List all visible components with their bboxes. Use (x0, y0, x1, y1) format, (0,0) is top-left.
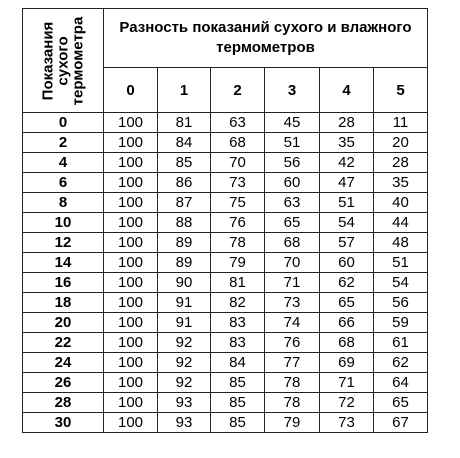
humidity-value-cell: 85 (211, 373, 265, 393)
humidity-value-cell: 86 (158, 173, 211, 193)
humidity-value-cell: 78 (265, 373, 320, 393)
dry-temperature-cell: 18 (23, 293, 104, 313)
humidity-value-cell: 71 (320, 373, 374, 393)
humidity-value-cell: 83 (211, 313, 265, 333)
difference-header-cell: 0 (104, 68, 158, 113)
humidity-value-cell: 84 (158, 133, 211, 153)
humidity-value-cell: 77 (265, 353, 320, 373)
humidity-value-cell: 68 (320, 333, 374, 353)
humidity-value-cell: 73 (265, 293, 320, 313)
table-row (23, 193, 428, 213)
humidity-value-cell: 56 (265, 153, 320, 173)
humidity-value-cell: 88 (158, 213, 211, 233)
table-row (23, 173, 428, 193)
row-header-line: сухого (54, 35, 72, 86)
humidity-value-cell: 65 (374, 393, 428, 413)
humidity-value-cell: 100 (104, 373, 158, 393)
humidity-value-cell: 100 (104, 333, 158, 353)
humidity-value-cell: 92 (158, 373, 211, 393)
humidity-value-cell: 100 (104, 353, 158, 373)
dry-temperature-cell: 16 (23, 273, 104, 293)
humidity-value-cell: 100 (104, 393, 158, 413)
table-row (23, 213, 428, 233)
humidity-value-cell: 76 (211, 213, 265, 233)
column-group-header-line: Разность показаний сухого и влажного (119, 19, 412, 36)
humidity-value-cell: 54 (320, 213, 374, 233)
dry-temperature-cell: 12 (23, 233, 104, 253)
table-row (23, 313, 428, 333)
table-row (23, 113, 428, 133)
dry-temperature-cell: 30 (23, 413, 104, 433)
humidity-value-cell: 100 (104, 293, 158, 313)
table-header (23, 9, 428, 113)
humidity-value-cell: 20 (374, 133, 428, 153)
humidity-value-cell: 91 (158, 313, 211, 333)
humidity-value-cell: 28 (374, 153, 428, 173)
humidity-value-cell: 65 (265, 213, 320, 233)
humidity-value-cell: 78 (265, 393, 320, 413)
humidity-value-cell: 70 (211, 153, 265, 173)
humidity-value-cell: 42 (320, 153, 374, 173)
row-header-line: Показания (39, 21, 57, 100)
table-row (23, 153, 428, 173)
humidity-value-cell: 57 (320, 233, 374, 253)
dry-temperature-cell: 20 (23, 313, 104, 333)
humidity-value-cell: 87 (158, 193, 211, 213)
table-row (23, 273, 428, 293)
difference-header-cell: 4 (320, 68, 374, 113)
humidity-value-cell: 11 (374, 113, 428, 133)
table-body (23, 113, 428, 433)
humidity-value-cell: 51 (374, 253, 428, 273)
humidity-value-cell: 60 (265, 173, 320, 193)
humidity-value-cell: 64 (374, 373, 428, 393)
humidity-value-cell: 100 (104, 173, 158, 193)
humidity-value-cell: 48 (374, 233, 428, 253)
humidity-value-cell: 85 (158, 153, 211, 173)
humidity-value-cell: 40 (374, 193, 428, 213)
humidity-value-cell: 75 (211, 193, 265, 213)
humidity-value-cell: 85 (211, 393, 265, 413)
dry-temperature-cell: 22 (23, 333, 104, 353)
dry-temperature-cell: 6 (23, 173, 104, 193)
humidity-value-cell: 100 (104, 113, 158, 133)
humidity-value-cell: 73 (211, 173, 265, 193)
humidity-value-cell: 100 (104, 253, 158, 273)
humidity-value-cell: 83 (211, 333, 265, 353)
row-header-line: термометра (69, 16, 87, 105)
row-header-text (41, 11, 86, 111)
column-group-header-difference (104, 9, 428, 68)
humidity-value-cell: 82 (211, 293, 265, 313)
humidity-value-cell: 61 (374, 333, 428, 353)
humidity-value-cell: 62 (320, 273, 374, 293)
dry-temperature-cell: 10 (23, 213, 104, 233)
humidity-value-cell: 59 (374, 313, 428, 333)
humidity-value-cell: 79 (265, 413, 320, 433)
dry-temperature-cell: 24 (23, 353, 104, 373)
column-group-header-line: термометров (216, 39, 315, 56)
psychrometric-table (22, 8, 428, 433)
humidity-value-cell: 100 (104, 313, 158, 333)
dry-temperature-cell: 26 (23, 373, 104, 393)
humidity-value-cell: 51 (320, 193, 374, 213)
humidity-value-cell: 81 (211, 273, 265, 293)
dry-temperature-cell: 4 (23, 153, 104, 173)
humidity-value-cell: 65 (320, 293, 374, 313)
difference-header-cell: 1 (158, 68, 211, 113)
humidity-value-cell: 63 (265, 193, 320, 213)
humidity-value-cell: 44 (374, 213, 428, 233)
humidity-value-cell: 76 (265, 333, 320, 353)
difference-header-cell: 5 (374, 68, 428, 113)
humidity-value-cell: 93 (158, 393, 211, 413)
humidity-value-cell: 63 (211, 113, 265, 133)
table-row (23, 353, 428, 373)
dry-temperature-cell: 2 (23, 133, 104, 153)
dry-temperature-cell: 0 (23, 113, 104, 133)
humidity-value-cell: 100 (104, 273, 158, 293)
humidity-value-cell: 62 (374, 353, 428, 373)
humidity-value-cell: 100 (104, 233, 158, 253)
humidity-value-cell: 72 (320, 393, 374, 413)
humidity-value-cell: 35 (374, 173, 428, 193)
dry-temperature-cell: 28 (23, 393, 104, 413)
humidity-value-cell: 78 (211, 233, 265, 253)
difference-header-cell: 2 (211, 68, 265, 113)
humidity-value-cell: 85 (211, 413, 265, 433)
humidity-value-cell: 68 (265, 233, 320, 253)
humidity-value-cell: 100 (104, 153, 158, 173)
humidity-value-cell: 56 (374, 293, 428, 313)
humidity-value-cell: 69 (320, 353, 374, 373)
table-row (23, 293, 428, 313)
humidity-value-cell: 45 (265, 113, 320, 133)
table-row (23, 333, 428, 353)
humidity-value-cell: 73 (320, 413, 374, 433)
table-row (23, 133, 428, 153)
humidity-value-cell: 47 (320, 173, 374, 193)
humidity-value-cell: 92 (158, 333, 211, 353)
humidity-value-cell: 89 (158, 253, 211, 273)
humidity-value-cell: 51 (265, 133, 320, 153)
humidity-value-cell: 100 (104, 213, 158, 233)
humidity-value-cell: 93 (158, 413, 211, 433)
table-row (23, 233, 428, 253)
humidity-value-cell: 84 (211, 353, 265, 373)
difference-header-cell: 3 (265, 68, 320, 113)
humidity-value-cell: 100 (104, 133, 158, 153)
table-row (23, 413, 428, 433)
dry-temperature-cell: 14 (23, 253, 104, 273)
humidity-value-cell: 28 (320, 113, 374, 133)
humidity-value-cell: 90 (158, 273, 211, 293)
humidity-value-cell: 35 (320, 133, 374, 153)
humidity-value-cell: 60 (320, 253, 374, 273)
humidity-value-cell: 81 (158, 113, 211, 133)
row-header-dry-thermometer (23, 9, 104, 113)
humidity-value-cell: 70 (265, 253, 320, 273)
humidity-value-cell: 74 (265, 313, 320, 333)
table-row (23, 373, 428, 393)
humidity-value-cell: 100 (104, 413, 158, 433)
dry-temperature-cell: 8 (23, 193, 104, 213)
humidity-value-cell: 67 (374, 413, 428, 433)
humidity-value-cell: 71 (265, 273, 320, 293)
humidity-value-cell: 79 (211, 253, 265, 273)
humidity-value-cell: 91 (158, 293, 211, 313)
table-row (23, 393, 428, 413)
table-row (23, 253, 428, 273)
humidity-value-cell: 68 (211, 133, 265, 153)
humidity-value-cell: 100 (104, 193, 158, 213)
humidity-value-cell: 89 (158, 233, 211, 253)
humidity-value-cell: 66 (320, 313, 374, 333)
humidity-value-cell: 54 (374, 273, 428, 293)
humidity-value-cell: 92 (158, 353, 211, 373)
